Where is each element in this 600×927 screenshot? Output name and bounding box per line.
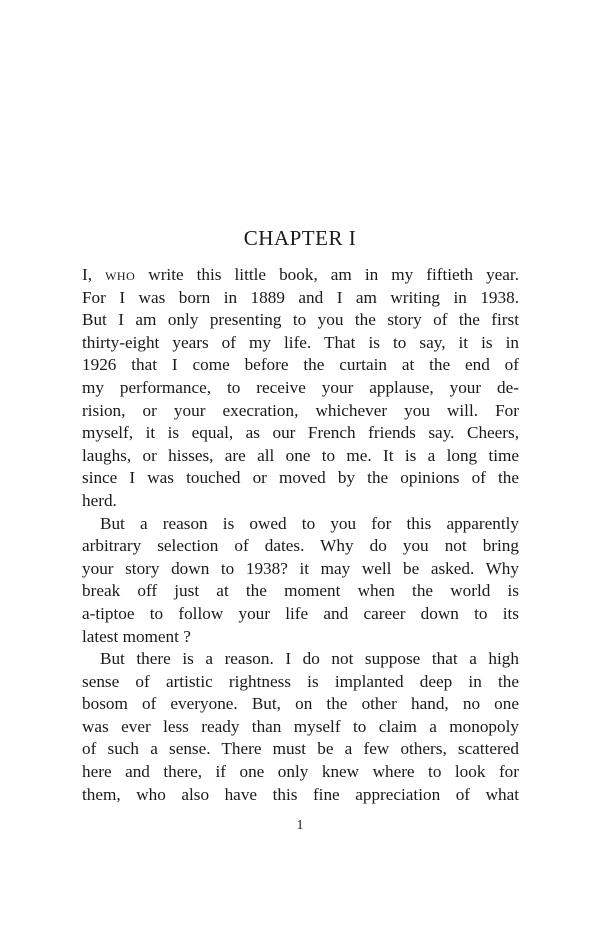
text-line: For I was born in 1889 and I am writing in 1938. xyxy=(82,287,519,307)
text-line: sense of artistic rightness is implanted deep in the xyxy=(82,671,519,691)
text-line: latest moment ? xyxy=(82,626,191,646)
text-line: But I am only presenting to you the story of the first xyxy=(82,310,519,330)
text-line: here and there, if one only knew where to look for xyxy=(82,762,519,782)
text-line: since I was touched or moved by the opinions of the xyxy=(82,468,519,488)
text-line: them, who also have this fine appreciation of what xyxy=(82,784,519,804)
text-line: laughs, or hisses, are all one to me. It is a long time xyxy=(82,445,519,465)
text-line: 1926 that I come before the curtain at the end of xyxy=(82,355,519,375)
chapter-title: CHAPTER I xyxy=(243,226,357,250)
text-line: arbitrary selection of dates. Why do you not bring xyxy=(82,536,519,556)
opening-smallcaps: who xyxy=(105,265,136,284)
text-line: your story down to 1938? it may well be asked. Why xyxy=(82,558,519,578)
page-number: 1 xyxy=(296,818,304,833)
text-line: my performance, to receive your applause, your de- xyxy=(82,377,519,397)
text-line: bosom of everyone. But, on the other hand, no one xyxy=(82,694,519,714)
text-line: But there is a reason. I do not suppose that a high xyxy=(100,649,519,669)
text-line: herd. xyxy=(82,490,117,510)
text-line: myself, it is equal, as our French friends say. Cheers, xyxy=(82,423,519,443)
text-line: rision, or your execration, whichever you will. For xyxy=(82,400,519,420)
opening-word: I, xyxy=(82,265,106,284)
opening-rest: write this little book, am in my fiftieth year. xyxy=(135,265,519,284)
body-text xyxy=(82,264,519,806)
text-line: a-tiptoe to follow your life and career down to its xyxy=(82,603,519,623)
text-line: thirty-eight years of my life. That is to say, it is in xyxy=(82,332,519,352)
text-line: of such a sense. There must be a few others, scattered xyxy=(82,739,519,759)
text-line: was ever less ready than myself to claim a monopoly xyxy=(82,716,519,736)
text-line: But a reason is owed to you for this apparently xyxy=(100,513,519,533)
text-line: break off just at the moment when the world is xyxy=(82,581,519,601)
text-line-1 xyxy=(82,264,519,287)
